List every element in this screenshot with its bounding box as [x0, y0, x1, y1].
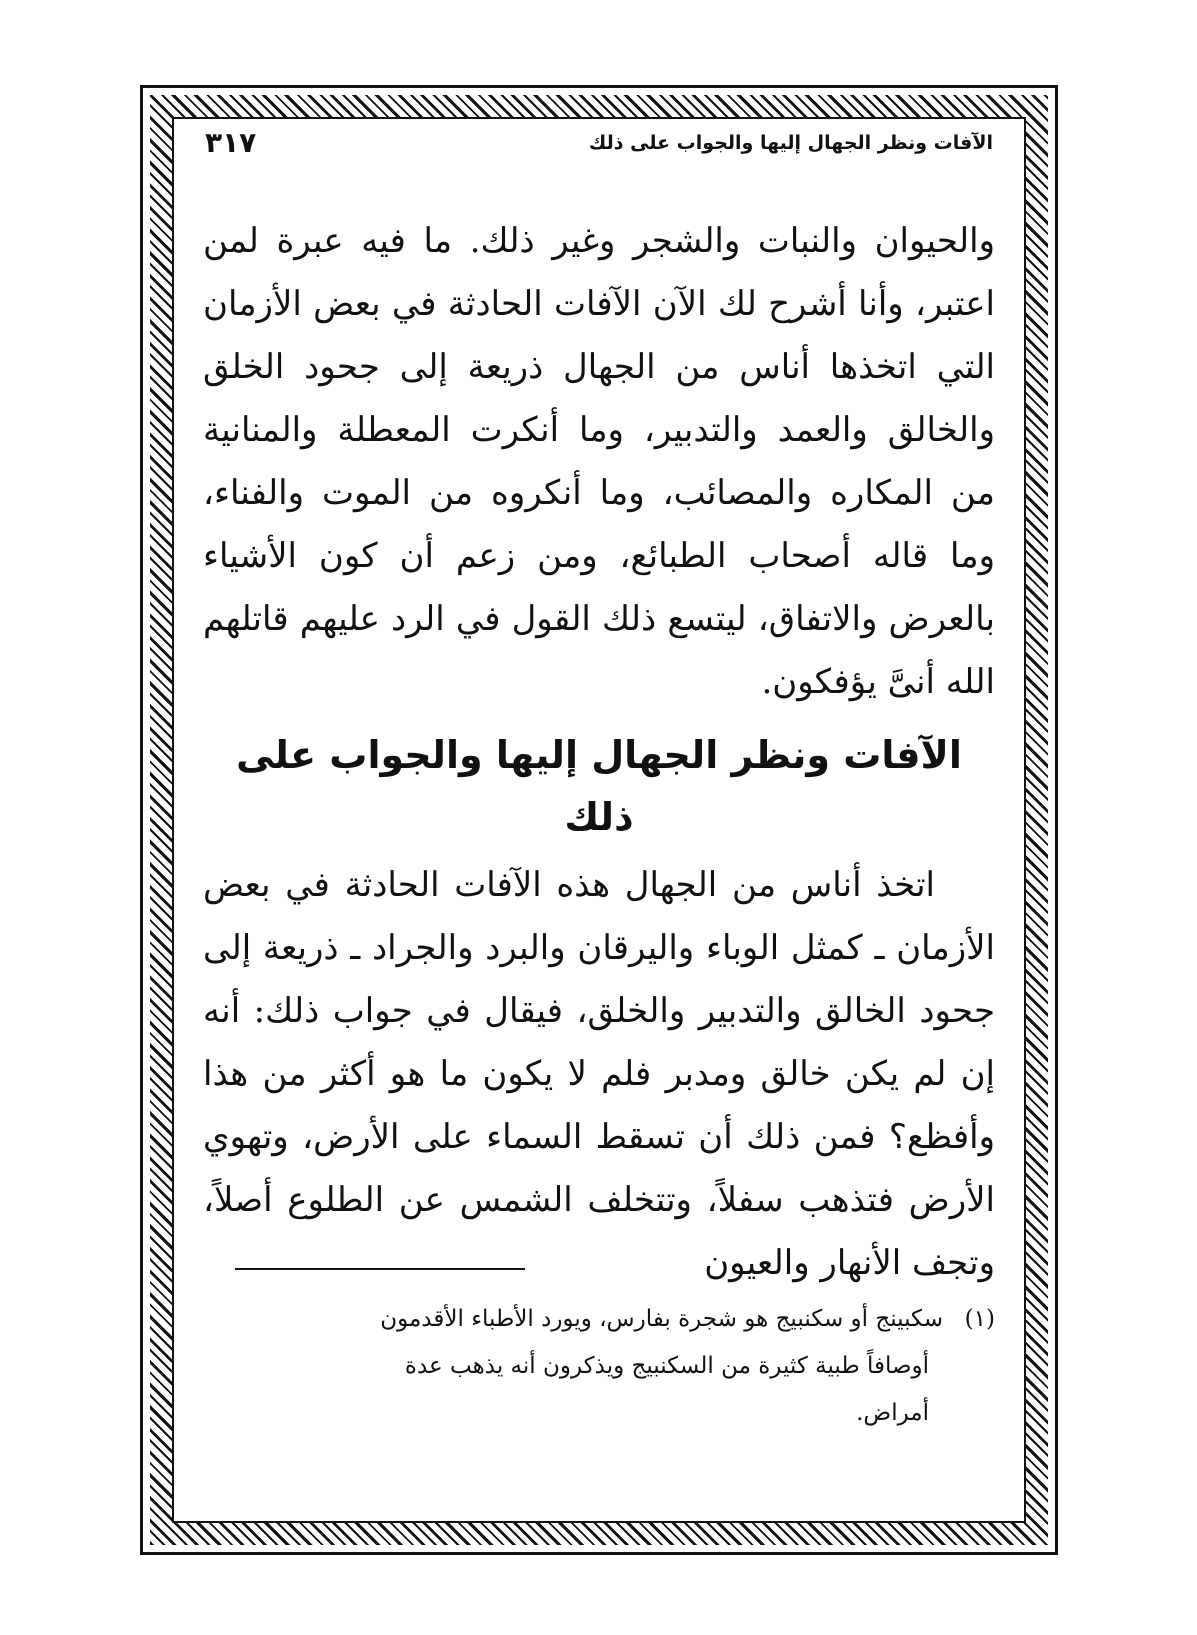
footnote-line-1 [205, 1296, 995, 1343]
page-number: ٣١٧ [205, 126, 257, 159]
footnote-marker: (١) [964, 1306, 995, 1332]
page-content [195, 118, 1003, 1518]
footnote-separator [235, 1268, 525, 1270]
running-title: الآفات ونظر الجهال إليها والجواب على ذلك [588, 132, 993, 154]
footnote-line-3: أمراض. [856, 1400, 929, 1426]
main-text [203, 210, 995, 1295]
paragraph-2: اتخذ أناس من الجهال هذه الآفات الحادثة في بعض الأزمان ـ كمثل الوباء واليرقان والبرد والجراد ـ ذريعة إلى جحود الخالق والتدبير والخلق، فيقال في جواب ذلك: أنه إن لم يكن خالق ومدبر فلم لا يكون ما هو أكثر من هذا وأفظع؟ فمن ذلك أن تسقط السماء على الأرض، وتهوي الأرض فتذهب سفلاً، وتتخلف الشمس عن الطلوع أصلاً، وتجف الأنهار والعيون [203, 865, 995, 1283]
footnote-text-1: سكبينج أو سكنبيج هو شجرة بفارس، ويورد الأطباء الأقدمون [380, 1306, 943, 1332]
section-heading: الآفات ونظر الجهال إليها والجواب على ذلك [236, 733, 962, 839]
page-header [195, 118, 1003, 178]
paragraph-1: والحيوان والنبات والشجر وغير ذلك. ما فيه عبرة لمن اعتبر، وأنا أشرح لك الآن الآفات الحادثة في بعض الأزمان التي اتخذها أناس من الجهال ذريعة إلى جحود الخلق والخالق والعمد والتدبير، وما أنكرت المعطلة والمنانية من المكاره والمصائب، وما أنكروه من الموت والفناء، وما قاله أصحاب الطبائع، ومن زعم أن كون الأشياء بالعرض والاتفاق، ليتسع ذلك القول في الرد عليهم قاتلهم الله أنىَّ يؤفكون. [203, 221, 995, 702]
footnote-line-2: أوصافاً طبية كثيرة من السكنبيج ويذكرون أنه يذهب عدة [404, 1353, 929, 1379]
footnote [205, 1296, 995, 1437]
